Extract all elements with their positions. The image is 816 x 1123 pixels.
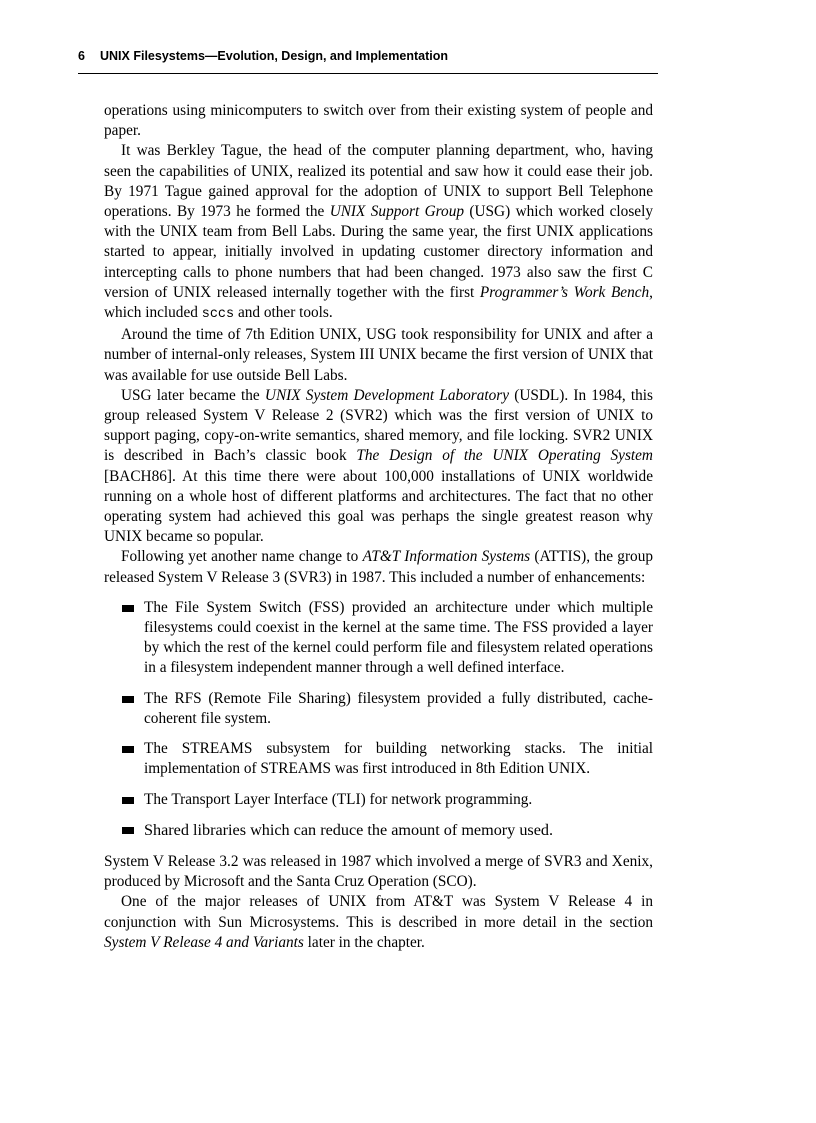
list-item-text: The RFS (Remote File Sharing) filesystem provided a fully distributed, cache-coherent file system. — [144, 689, 653, 727]
p5-emphasis-attis: AT&T Information Systems — [362, 548, 531, 566]
paragraph-5 — [104, 547, 653, 587]
square-bullet-icon — [122, 797, 134, 804]
list-item-text: The STREAMS subsystem for building networking stacks. The initial implementation of STREAMS was first introduced in 8th Edition UNIX. — [144, 740, 653, 778]
list-item — [104, 790, 653, 810]
p4-text-c: [BACH86]. At this time there were about 100,000 installations of UNIX worldwide running on a whole host of different platforms and architectures. The fact that no other operating system had achieved this goal was perhaps the single greatest reason why UNIX became so popular. — [104, 467, 653, 546]
square-bullet-icon — [122, 746, 134, 753]
p2-text-b: (USG) which worked closely with the UNIX team from Bell Labs. During the same year, the first UNIX applications started to appear, initially involved in updating customer directory information and intercepting calls to phone numbers that had been changed. 1973 also saw the first C version of UNIX released internally together with the first — [104, 203, 653, 301]
page-number: 6 — [78, 49, 85, 63]
p4-text-a: USG later became the — [121, 386, 265, 404]
p7-text-b: later in the chapter. — [303, 933, 425, 951]
list-item — [104, 689, 653, 729]
p7-emphasis-svr4: System V Release 4 and Variants — [104, 933, 304, 951]
p2-emphasis-pwb: Programmer’s Work Bench — [479, 283, 650, 301]
p2-emphasis-usg: UNIX Support Group — [329, 203, 464, 221]
square-bullet-icon — [122, 605, 134, 612]
paragraph-3: Around the time of 7th Edition UNIX, USG took responsibility for UNIX and after a number of internal-only releases, System III UNIX became the first version of UNIX that was available for use outside Bell Labs. — [104, 326, 653, 384]
paragraph-1: operations using minicomputers to switch over from their existing system of people and paper. — [104, 102, 653, 140]
paragraph-6: System V Release 3.2 was released in 1987 which involved a merge of SVR3 and Xenix, produced by Microsoft and the Santa Cruz Operation (SCO). — [104, 852, 653, 891]
p4-emphasis-book: The Design of the UNIX Operating System — [356, 447, 653, 465]
p5-text-a: Following yet another name change to — [121, 548, 363, 566]
running-header — [78, 47, 658, 74]
paragraph-7 — [104, 892, 653, 953]
book-title: UNIX Filesystems—Evolution, Design, and Implementation — [100, 49, 448, 63]
p7-text-a: One of the major releases of UNIX from AT&T was System V Release 4 in conjunction with Sun Microsystems. This is described in more detail in the section — [104, 893, 653, 931]
list-item-text: Shared libraries which can reduce the amount of memory used. — [144, 820, 554, 839]
p2-text-c: , which included — [104, 283, 653, 322]
paragraph-2 — [104, 141, 653, 325]
square-bullet-icon — [122, 696, 134, 703]
p2-code-sccs: sccs — [201, 307, 235, 323]
list-item-text: The File System Switch (FSS) provided an architecture under which multiple filesystems could coexist in the kernel at the same time. The FSS provided a layer by which the rest of the kernel could perform file and filesystem related operations in a filesystem independent manner through a well defined interface. — [144, 598, 653, 677]
p2-text-a: It was Berkley Tague, the head of the computer planning department, who, having seen the capabilities of UNIX, realized its potential and saw how it could ease their job. By 1971 Tague gained approval for the adoption of UNIX to support Bell Telephone operations. By 1973 he formed the — [104, 142, 653, 221]
list-item — [104, 820, 653, 840]
enhancements-list — [104, 598, 653, 840]
page-body — [104, 101, 653, 953]
list-item — [104, 598, 653, 679]
square-bullet-icon — [122, 827, 134, 834]
p4-text-b: (USDL). In 1984, this group released System V Release 2 (SVR2) which was the first version of UNIX to support paging, copy-on-write semantics, shared memory, and file locking. SVR2 UNIX is described in Bach’s classic book — [104, 386, 654, 465]
p5-text-b: (ATTIS), the group released System V Release 3 (SVR3) in 1987. This included a number of enhancements: — [104, 548, 653, 586]
p2-text-d: and other tools. — [234, 304, 333, 322]
list-item-text: The Transport Layer Interface (TLI) for network programming. — [144, 790, 533, 808]
list-item — [104, 739, 653, 779]
paragraph-4 — [104, 386, 653, 548]
p4-emphasis-usdl: UNIX System Development Laboratory — [264, 386, 510, 404]
